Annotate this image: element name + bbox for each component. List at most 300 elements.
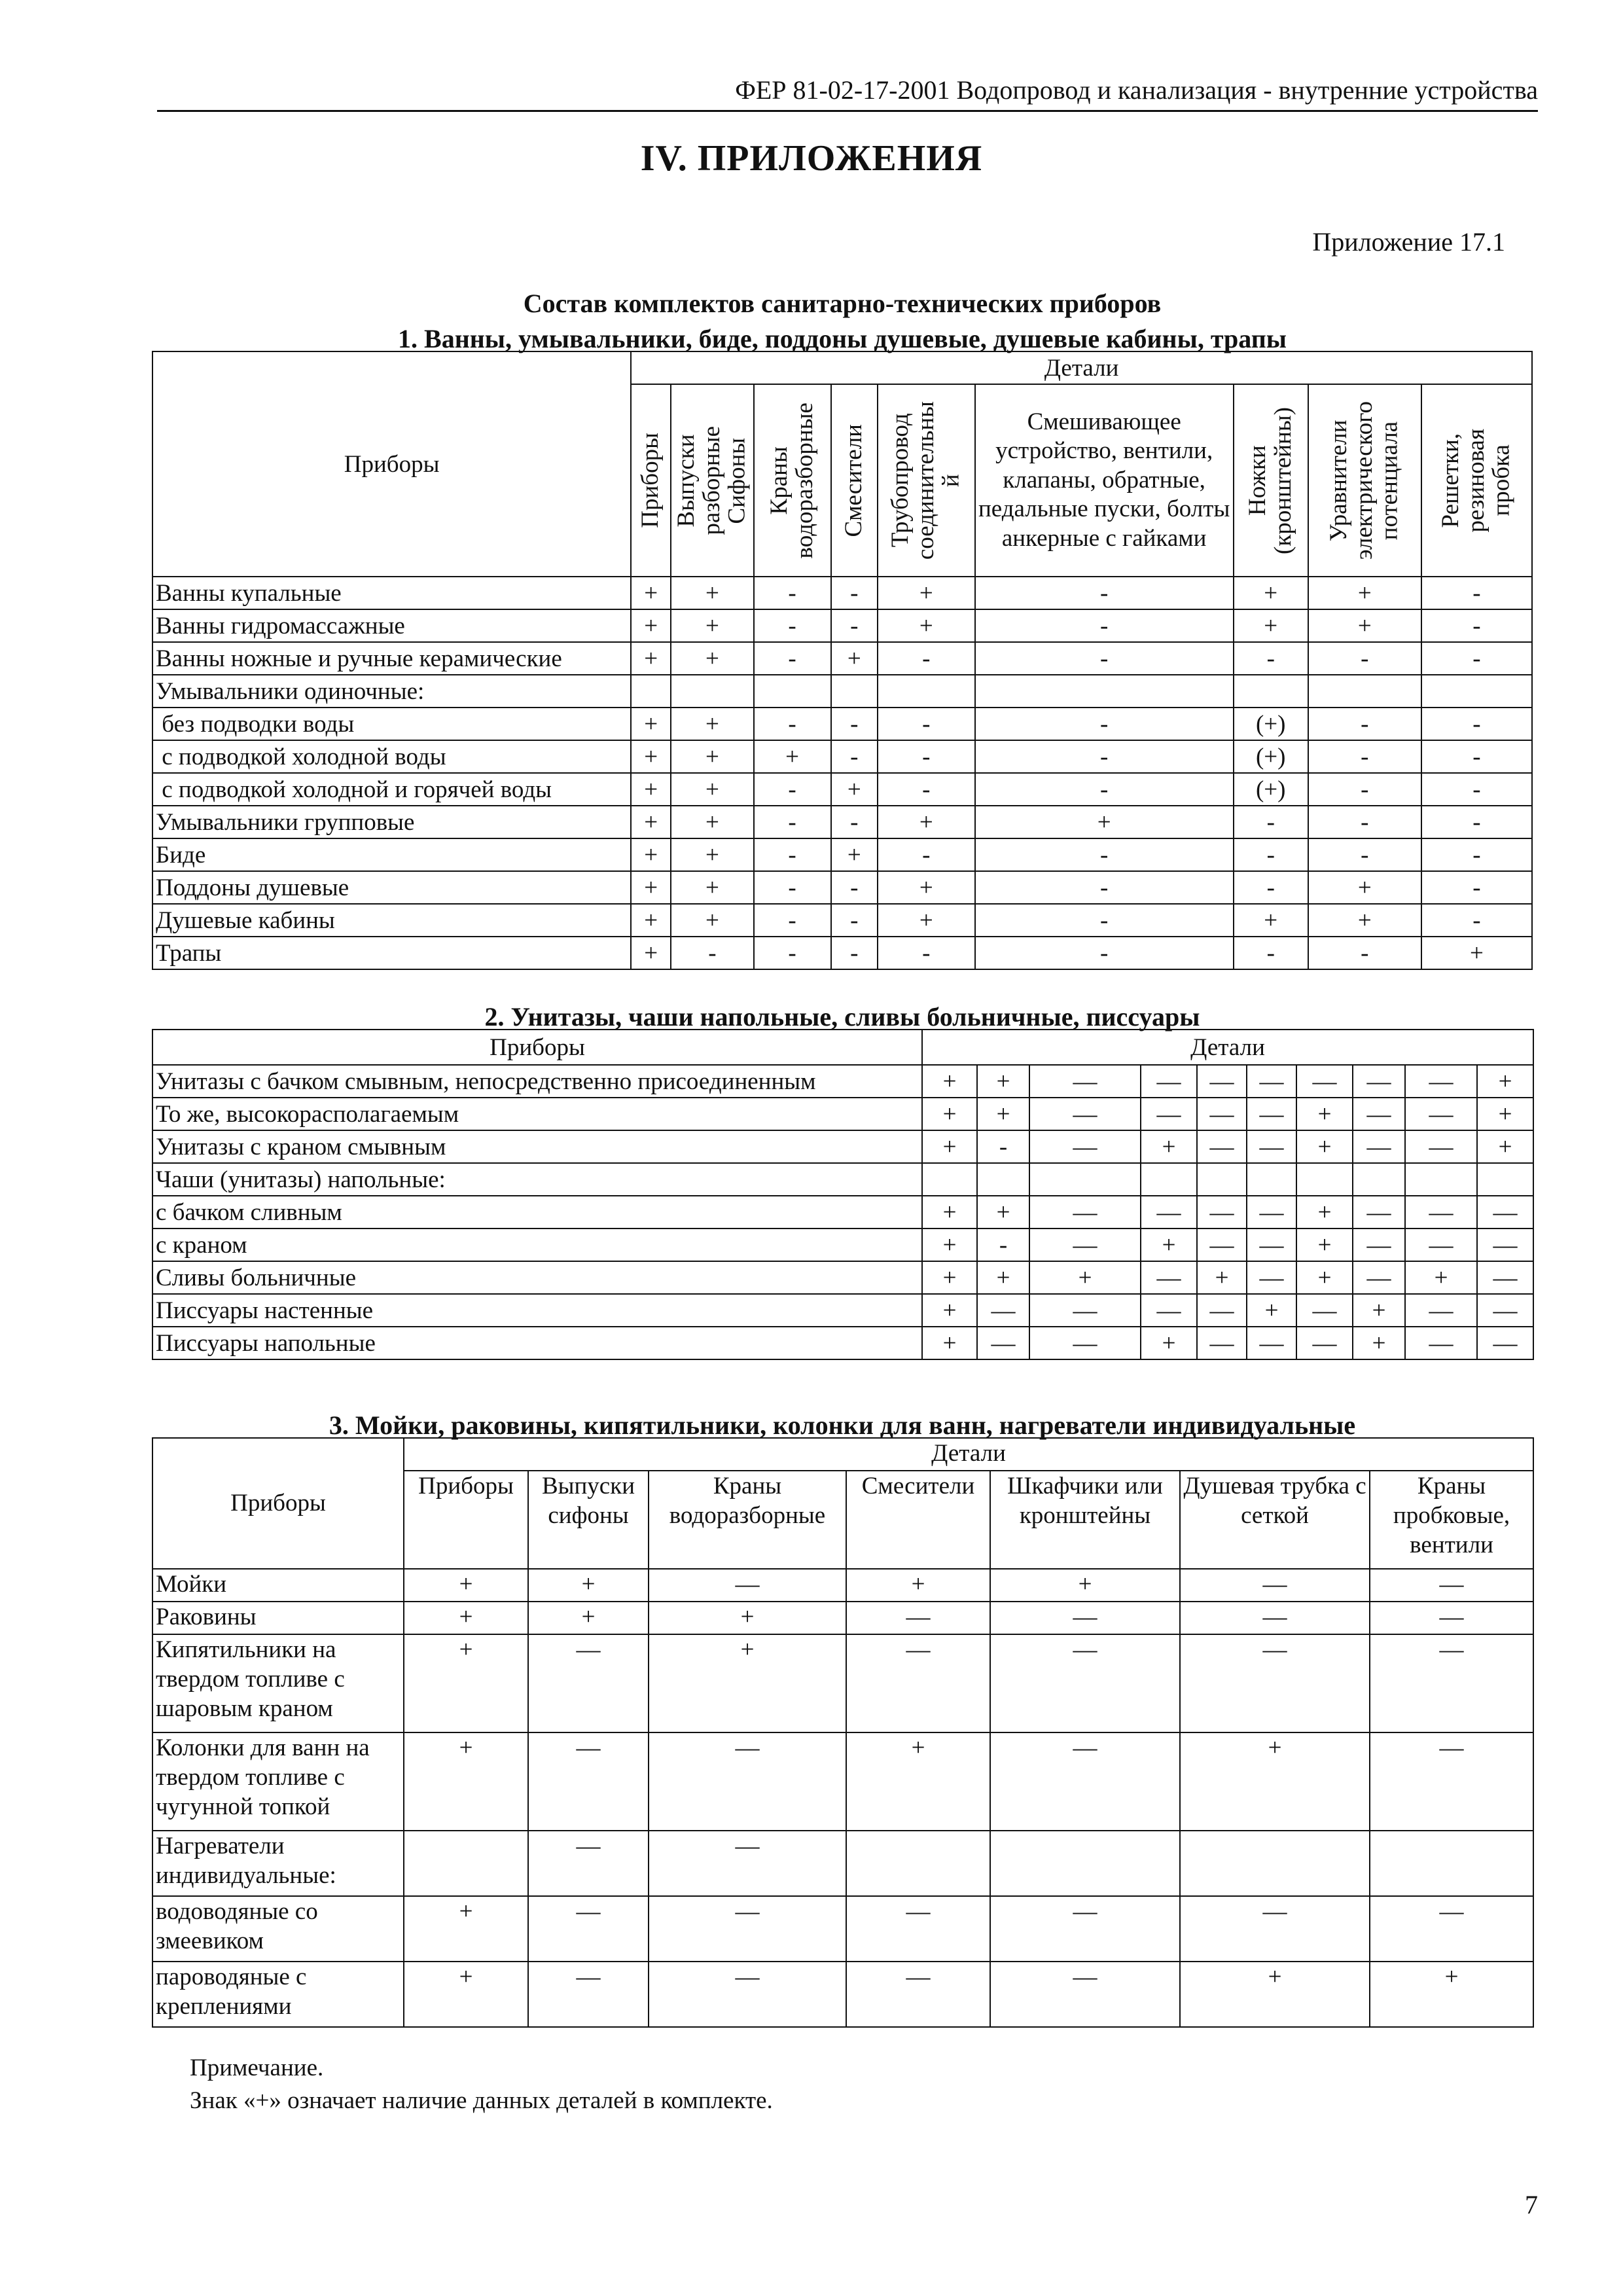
section1-corner: Приборы bbox=[152, 351, 631, 577]
table-cell: — bbox=[1141, 1261, 1197, 1294]
section2-title: 2. Унитазы, чаши напольные, сливы больничные, писсуары bbox=[484, 1002, 1200, 1031]
row-name: с подводкой холодной и горячей воды bbox=[152, 773, 631, 806]
table-cell: + bbox=[1477, 1065, 1533, 1098]
table-cell: — bbox=[1353, 1261, 1405, 1294]
table-cell: — bbox=[846, 1962, 990, 2027]
row-name: с бачком сливным bbox=[152, 1196, 922, 1229]
table-cell: + bbox=[977, 1065, 1029, 1098]
table-cell bbox=[754, 675, 831, 708]
table-row bbox=[152, 642, 1532, 675]
table-cell: — bbox=[1247, 1098, 1296, 1130]
table-cell: - bbox=[754, 609, 831, 642]
table-cell: — bbox=[1180, 1896, 1370, 1962]
table-row bbox=[152, 773, 1532, 806]
section3-title: 3. Мойки, раковины, кипятильники, колонки для ванн, нагреватели индивидуальные bbox=[329, 1410, 1356, 1440]
table-cell: + bbox=[631, 773, 671, 806]
table-row bbox=[152, 806, 1532, 838]
table-cell: - bbox=[1234, 838, 1308, 871]
table-cell bbox=[878, 675, 975, 708]
row-name: Ванны гидромассажные bbox=[152, 609, 631, 642]
table-cell: - bbox=[831, 740, 878, 773]
section3-col-header: Шкафчики или кронштейны bbox=[990, 1471, 1180, 1569]
table-cell: - bbox=[831, 937, 878, 969]
col-header-label: Выпуски разборные Сифоны bbox=[673, 425, 751, 535]
table-cell: + bbox=[922, 1261, 977, 1294]
table-cell: - bbox=[1421, 577, 1532, 609]
table-cell: + bbox=[1296, 1261, 1353, 1294]
table-cell: — bbox=[1370, 1569, 1533, 1602]
table-cell: — bbox=[1296, 1065, 1353, 1098]
table-cell: + bbox=[1029, 1261, 1141, 1294]
table-cell: + bbox=[631, 871, 671, 904]
table-cell: + bbox=[977, 1261, 1029, 1294]
section3-col-header: Приборы bbox=[404, 1471, 528, 1569]
section1-col-header bbox=[831, 384, 878, 577]
table-section3 bbox=[152, 1437, 1534, 2028]
table-cell: + bbox=[1234, 577, 1308, 609]
table-cell: + bbox=[1141, 1130, 1197, 1163]
col-header-label: Смесители bbox=[840, 423, 867, 537]
table-cell: - bbox=[754, 838, 831, 871]
table-cell: + bbox=[404, 1896, 528, 1962]
table-cell: - bbox=[1308, 773, 1421, 806]
table-cell: — bbox=[846, 1634, 990, 1732]
table-cell: - bbox=[975, 642, 1234, 675]
table-cell: + bbox=[1353, 1327, 1405, 1359]
table-cell: — bbox=[528, 1634, 649, 1732]
table-cell: + bbox=[631, 806, 671, 838]
row-name: Умывальники групповые bbox=[152, 806, 631, 838]
col-header-wrap bbox=[1425, 386, 1529, 575]
table-cell: (+) bbox=[1234, 708, 1308, 740]
table-cell: — bbox=[1477, 1261, 1533, 1294]
table-cell: - bbox=[878, 708, 975, 740]
col-header-wrap bbox=[634, 386, 668, 575]
row-name: Поддоны душевые bbox=[152, 871, 631, 904]
table-cell bbox=[1197, 1163, 1247, 1196]
row-name: Унитазы с бачком смывным, непосредственно присоединенным bbox=[152, 1065, 922, 1098]
table-row bbox=[152, 1098, 1533, 1130]
col-header-wrap bbox=[834, 386, 874, 575]
col-header-label: Трубопровод соединительны й bbox=[887, 401, 965, 560]
table-cell: + bbox=[404, 1634, 528, 1732]
table-row bbox=[152, 1261, 1533, 1294]
table-cell: - bbox=[1234, 642, 1308, 675]
row-name: Раковины bbox=[152, 1602, 404, 1634]
table-cell: + bbox=[1477, 1130, 1533, 1163]
note-title: Примечание. bbox=[190, 2054, 324, 2081]
table-cell bbox=[1370, 1831, 1533, 1896]
section2-corner: Приборы bbox=[152, 1030, 922, 1065]
section3-col-header: Краны пробковые, вентили bbox=[1370, 1471, 1533, 1569]
table-cell: — bbox=[649, 1896, 846, 1962]
table-cell: - bbox=[1308, 806, 1421, 838]
table-cell: - bbox=[1308, 642, 1421, 675]
table-cell: + bbox=[922, 1327, 977, 1359]
row-name: водоводяные со змеевиком bbox=[152, 1896, 404, 1962]
table-row bbox=[152, 1896, 1533, 1962]
table-cell: + bbox=[1421, 937, 1532, 969]
table-cell: + bbox=[922, 1065, 977, 1098]
table-cell: + bbox=[404, 1732, 528, 1831]
col-header-label: Приборы bbox=[637, 433, 664, 528]
table-cell: - bbox=[1308, 937, 1421, 969]
table-cell: + bbox=[631, 838, 671, 871]
table-cell: — bbox=[1029, 1196, 1141, 1229]
table-cell: — bbox=[1405, 1327, 1477, 1359]
table-cell bbox=[671, 675, 753, 708]
table-cell: - bbox=[1234, 871, 1308, 904]
table-cell: — bbox=[649, 1732, 846, 1831]
table-cell bbox=[1180, 1831, 1370, 1896]
table-cell: - bbox=[1421, 609, 1532, 642]
table-cell: + bbox=[878, 577, 975, 609]
table-cell: - bbox=[831, 871, 878, 904]
table-cell: — bbox=[1370, 1634, 1533, 1732]
table-cell: + bbox=[1308, 609, 1421, 642]
table-cell: + bbox=[671, 642, 753, 675]
table-cell: - bbox=[754, 937, 831, 969]
table-row bbox=[152, 577, 1532, 609]
table-section2 bbox=[152, 1029, 1534, 1360]
table-cell: — bbox=[1405, 1065, 1477, 1098]
section1-col-header bbox=[1308, 384, 1421, 577]
table-row bbox=[152, 675, 1532, 708]
col-header-label: Краны водоразборные bbox=[765, 402, 818, 559]
table-cell: + bbox=[404, 1569, 528, 1602]
table-cell: — bbox=[1477, 1327, 1533, 1359]
table-cell bbox=[631, 675, 671, 708]
table-cell: - bbox=[754, 642, 831, 675]
table-cell: + bbox=[922, 1196, 977, 1229]
table-cell: - bbox=[975, 838, 1234, 871]
table-cell bbox=[1405, 1163, 1477, 1196]
table-row bbox=[152, 1602, 1533, 1634]
table-cell bbox=[1234, 675, 1308, 708]
table-cell: — bbox=[1180, 1569, 1370, 1602]
table-cell: - bbox=[977, 1130, 1029, 1163]
table-cell: — bbox=[1029, 1229, 1141, 1261]
table-cell bbox=[990, 1831, 1180, 1896]
table-cell bbox=[404, 1831, 528, 1896]
section3-group-header: Детали bbox=[404, 1438, 1533, 1471]
table-cell: + bbox=[1234, 904, 1308, 937]
table-cell: — bbox=[977, 1327, 1029, 1359]
table-cell: - bbox=[831, 806, 878, 838]
col-header-label: Ножки (кронштейны) bbox=[1243, 406, 1296, 554]
table-cell: + bbox=[922, 1294, 977, 1327]
table-cell: - bbox=[754, 708, 831, 740]
table-cell: — bbox=[1405, 1098, 1477, 1130]
table-cell: - bbox=[975, 740, 1234, 773]
table-cell: — bbox=[1029, 1065, 1141, 1098]
table-cell: + bbox=[1296, 1229, 1353, 1261]
col-header-label: Уравнители электрического потенциала bbox=[1325, 401, 1403, 560]
col-header-wrap bbox=[881, 386, 972, 575]
table-row bbox=[152, 871, 1532, 904]
table-cell: + bbox=[977, 1196, 1029, 1229]
section3-col-header: Смесители bbox=[846, 1471, 990, 1569]
col-header-wrap bbox=[674, 386, 750, 575]
table-cell: — bbox=[1141, 1196, 1197, 1229]
page-title: IV. ПРИЛОЖЕНИЯ bbox=[640, 138, 983, 179]
note-text: Знак «+» означает наличие данных деталей в комплекте. bbox=[190, 2087, 773, 2114]
table-cell: — bbox=[1141, 1098, 1197, 1130]
table-cell: — bbox=[1296, 1294, 1353, 1327]
table-cell: - bbox=[975, 937, 1234, 969]
table-cell: + bbox=[631, 740, 671, 773]
table-cell: - bbox=[754, 904, 831, 937]
table-cell: — bbox=[1197, 1327, 1247, 1359]
table-cell: + bbox=[671, 871, 753, 904]
table-cell: — bbox=[1370, 1896, 1533, 1962]
table-row bbox=[152, 740, 1532, 773]
table-cell: + bbox=[846, 1569, 990, 1602]
row-name: Трапы bbox=[152, 937, 631, 969]
section1-title: 1. Ванны, умывальники, биде, поддоны душевые, душевые кабины, трапы bbox=[398, 324, 1287, 353]
table-cell: — bbox=[649, 1962, 846, 2027]
row-name: с подводкой холодной воды bbox=[152, 740, 631, 773]
table-cell: — bbox=[1353, 1130, 1405, 1163]
table-cell: + bbox=[649, 1602, 846, 1634]
table-cell: — bbox=[1370, 1732, 1533, 1831]
table-cell: - bbox=[1234, 806, 1308, 838]
col-header-label: Решетки, резиновая пробка bbox=[1437, 428, 1515, 533]
row-name: Колонки для ванн на твердом топливе с чугунной топкой bbox=[152, 1732, 404, 1831]
row-name: То же, высокорасполагаемым bbox=[152, 1098, 922, 1130]
section1-col-header bbox=[878, 384, 975, 577]
table-cell: + bbox=[975, 806, 1234, 838]
table-cell: - bbox=[975, 609, 1234, 642]
table-cell: + bbox=[528, 1602, 649, 1634]
col-header-wrap bbox=[1311, 386, 1418, 575]
row-name: с краном bbox=[152, 1229, 922, 1261]
table-cell: - bbox=[1421, 708, 1532, 740]
table-row bbox=[152, 1163, 1533, 1196]
table-cell: - bbox=[878, 740, 975, 773]
table-cell bbox=[1029, 1163, 1141, 1196]
table-cell: — bbox=[1247, 1261, 1296, 1294]
table-row bbox=[152, 1732, 1533, 1831]
table-cell: - bbox=[1308, 838, 1421, 871]
table-cell: — bbox=[1247, 1065, 1296, 1098]
row-name: Сливы больничные bbox=[152, 1261, 922, 1294]
table-cell: - bbox=[1308, 708, 1421, 740]
table-cell: — bbox=[1029, 1327, 1141, 1359]
table-cell: — bbox=[649, 1569, 846, 1602]
table-cell: — bbox=[1405, 1130, 1477, 1163]
table-row bbox=[152, 609, 1532, 642]
row-name: Унитазы с краном смывным bbox=[152, 1130, 922, 1163]
table-cell: — bbox=[1247, 1196, 1296, 1229]
table-cell bbox=[1421, 675, 1532, 708]
table-cell: - bbox=[754, 773, 831, 806]
table-cell: - bbox=[878, 773, 975, 806]
row-name: Писсуары настенные bbox=[152, 1294, 922, 1327]
table-cell: — bbox=[528, 1831, 649, 1896]
table-cell: + bbox=[631, 708, 671, 740]
table-cell: + bbox=[631, 904, 671, 937]
table-row bbox=[152, 937, 1532, 969]
table-cell bbox=[846, 1831, 990, 1896]
table-cell: — bbox=[1247, 1130, 1296, 1163]
table-cell: + bbox=[631, 609, 671, 642]
row-name: Мойки bbox=[152, 1569, 404, 1602]
table-cell: + bbox=[649, 1634, 846, 1732]
table-cell: + bbox=[671, 708, 753, 740]
table-cell: - bbox=[878, 937, 975, 969]
table-cell: — bbox=[1180, 1634, 1370, 1732]
table-cell: + bbox=[671, 904, 753, 937]
table-cell: - bbox=[831, 577, 878, 609]
table-cell: - bbox=[754, 806, 831, 838]
table-cell: + bbox=[922, 1130, 977, 1163]
table-row bbox=[152, 838, 1532, 871]
table-row bbox=[152, 1229, 1533, 1261]
table-cell: + bbox=[404, 1602, 528, 1634]
table-cell: - bbox=[831, 708, 878, 740]
row-name: Душевые кабины bbox=[152, 904, 631, 937]
table-cell: — bbox=[1370, 1602, 1533, 1634]
table-cell: + bbox=[1141, 1229, 1197, 1261]
table-cell: — bbox=[1197, 1196, 1247, 1229]
row-name: Биде bbox=[152, 838, 631, 871]
table-cell: (+) bbox=[1234, 773, 1308, 806]
table-cell: - bbox=[1308, 740, 1421, 773]
table-cell: + bbox=[1141, 1327, 1197, 1359]
table-cell: + bbox=[528, 1569, 649, 1602]
table-cell: + bbox=[977, 1098, 1029, 1130]
row-name: Писсуары напольные bbox=[152, 1327, 922, 1359]
row-name: Чаши (унитазы) напольные: bbox=[152, 1163, 922, 1196]
row-name: Умывальники одиночные: bbox=[152, 675, 631, 708]
table-cell: — bbox=[1353, 1098, 1405, 1130]
table-cell: + bbox=[631, 577, 671, 609]
row-name: Нагреватели индивидуальные: bbox=[152, 1831, 404, 1896]
table-cell: - bbox=[671, 937, 753, 969]
table-cell: + bbox=[922, 1229, 977, 1261]
section1-col-header bbox=[1234, 384, 1308, 577]
table-cell: — bbox=[1247, 1229, 1296, 1261]
table-cell: - bbox=[1421, 773, 1532, 806]
table-cell bbox=[1247, 1163, 1296, 1196]
section3-col-header: Выпуски сифоны bbox=[528, 1471, 649, 1569]
table-row bbox=[152, 1569, 1533, 1602]
table-cell: + bbox=[631, 642, 671, 675]
table-cell: — bbox=[1180, 1602, 1370, 1634]
table-cell: — bbox=[528, 1896, 649, 1962]
table-cell: + bbox=[1308, 904, 1421, 937]
table-row bbox=[152, 1962, 1533, 2027]
table-cell: + bbox=[831, 838, 878, 871]
table-cell: — bbox=[1477, 1229, 1533, 1261]
table-cell: — bbox=[1405, 1294, 1477, 1327]
table-cell bbox=[1308, 675, 1421, 708]
table-cell: + bbox=[878, 609, 975, 642]
col-header-wrap bbox=[757, 386, 828, 575]
table-cell: + bbox=[671, 773, 753, 806]
table-cell: - bbox=[878, 642, 975, 675]
table-row bbox=[152, 1634, 1533, 1732]
col-header-wrap bbox=[1237, 386, 1305, 575]
table-cell: + bbox=[1353, 1294, 1405, 1327]
section3-corner: Приборы bbox=[152, 1438, 404, 1569]
table-cell: - bbox=[1421, 740, 1532, 773]
section3-col-header: Краны водоразборные bbox=[649, 1471, 846, 1569]
table-cell: (+) bbox=[1234, 740, 1308, 773]
row-name: Ванны купальные bbox=[152, 577, 631, 609]
table-cell: — bbox=[1029, 1130, 1141, 1163]
table-cell: - bbox=[1421, 838, 1532, 871]
table-cell bbox=[1353, 1163, 1405, 1196]
table-cell: — bbox=[528, 1732, 649, 1831]
table-cell: — bbox=[1141, 1065, 1197, 1098]
page-header: ФЕР 81-02-17-2001 Водопровод и канализация - внутренние устройства bbox=[157, 71, 1538, 112]
table-cell: - bbox=[1421, 904, 1532, 937]
row-name: Ванны ножные и ручные керамические bbox=[152, 642, 631, 675]
table-cell: — bbox=[1477, 1196, 1533, 1229]
table-cell: + bbox=[831, 642, 878, 675]
table-cell bbox=[922, 1163, 977, 1196]
section1-col-header bbox=[975, 384, 1234, 577]
table-cell: - bbox=[975, 577, 1234, 609]
set-title: Состав комплектов санитарно-технических приборов bbox=[523, 289, 1162, 318]
table-cell: + bbox=[922, 1098, 977, 1130]
table-cell: — bbox=[846, 1602, 990, 1634]
row-name: Кипятильники на твердом топливе с шаровым краном bbox=[152, 1634, 404, 1732]
table-cell: + bbox=[1477, 1098, 1533, 1130]
page-number: 7 bbox=[1525, 2190, 1538, 2219]
table-cell: — bbox=[649, 1831, 846, 1896]
table-cell: + bbox=[1247, 1294, 1296, 1327]
table-cell: - bbox=[1421, 871, 1532, 904]
section1-col-header bbox=[1421, 384, 1532, 577]
table-cell: + bbox=[1308, 871, 1421, 904]
table-cell: — bbox=[1353, 1229, 1405, 1261]
table-cell: — bbox=[1141, 1294, 1197, 1327]
table-cell: - bbox=[1421, 806, 1532, 838]
table-cell: — bbox=[1405, 1196, 1477, 1229]
table-cell: + bbox=[878, 871, 975, 904]
table-cell: + bbox=[671, 838, 753, 871]
table-row bbox=[152, 1327, 1533, 1359]
table-cell: + bbox=[671, 609, 753, 642]
table-cell: - bbox=[831, 904, 878, 937]
section1-group-header: Детали bbox=[631, 351, 1532, 384]
table-cell: + bbox=[1296, 1196, 1353, 1229]
table-cell: - bbox=[975, 708, 1234, 740]
table-cell bbox=[1296, 1163, 1353, 1196]
table-cell: + bbox=[671, 740, 753, 773]
table-cell: — bbox=[1247, 1327, 1296, 1359]
table-row bbox=[152, 1831, 1533, 1896]
table-cell: — bbox=[1405, 1229, 1477, 1261]
table-cell: — bbox=[990, 1602, 1180, 1634]
section1-col-header bbox=[754, 384, 831, 577]
table-cell: - bbox=[977, 1229, 1029, 1261]
table-cell bbox=[831, 675, 878, 708]
table-cell: + bbox=[831, 773, 878, 806]
table-cell: — bbox=[1029, 1294, 1141, 1327]
table-cell: + bbox=[631, 937, 671, 969]
row-name: без подводки воды bbox=[152, 708, 631, 740]
table-cell: + bbox=[846, 1732, 990, 1831]
section2-group-header: Детали bbox=[922, 1030, 1533, 1065]
table-cell: - bbox=[975, 773, 1234, 806]
table-cell: — bbox=[528, 1962, 649, 2027]
table-cell: + bbox=[754, 740, 831, 773]
table-cell: — bbox=[990, 1962, 1180, 2027]
